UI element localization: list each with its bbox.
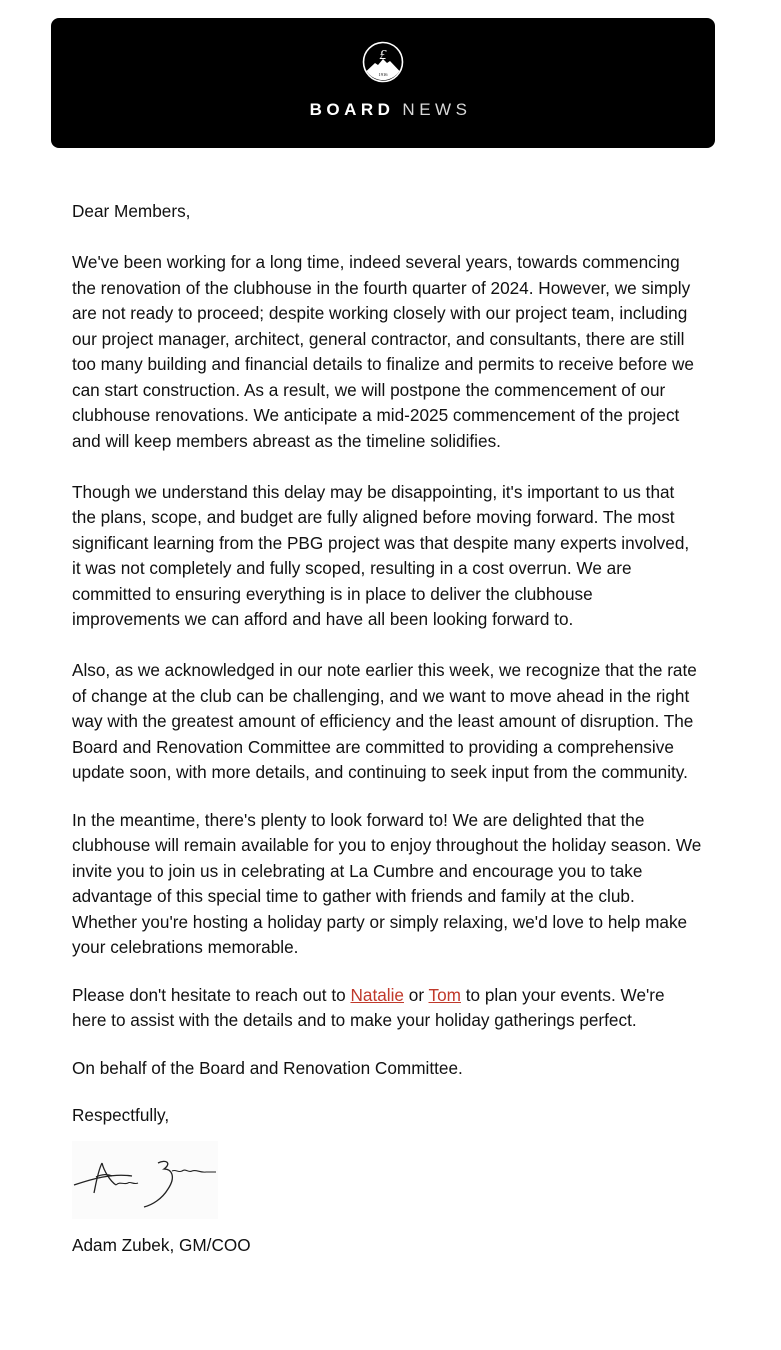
behalf-line: On behalf of the Board and Renovation Committee. <box>72 1057 463 1078</box>
svg-text:£: £ <box>379 48 387 63</box>
paragraph-contact <box>72 983 702 1034</box>
contact-text-middle: or <box>403 984 429 1005</box>
natalie-link[interactable]: Natalie <box>350 984 404 1005</box>
paragraph-holiday-season: In the meantime, there's plenty to look forward to! We are delighted that the clubhouse will remain available for you to enjoy throughout the holiday season. We invite you to join us in celebrating at La Cumbre and encourage you to take advantage of this special time to gather with friends and family at the club. Whether you're hosting a holiday party or simply relaxing, we'd love to help make your celebrations memorable. <box>72 809 702 957</box>
tom-link[interactable]: Tom <box>428 984 461 1005</box>
contact-text-before: Please don't hesitate to reach out to <box>72 984 351 1005</box>
newsletter-header <box>51 18 715 148</box>
paragraph-postponement: We've been working for a long time, indeed several years, towards commencing the renovation of the clubhouse in the fourth quarter of 2024. However, we simply are not ready to proceed; despite working closely with our project team, including our project manager, architect, general contractor, and consultants, there are still too many building and financial details to finalize and permits to receive before we can start construction. As a result, we will postpone the commencement of our clubhouse renovations. We anticipate a mid-2025 commencement of the project and will keep members abreast as the timeline solidifies. <box>72 252 694 451</box>
letter-body <box>72 199 702 1258</box>
title-news: NEWS <box>402 100 472 119</box>
club-crest-icon <box>362 41 404 83</box>
closing: Respectfully, <box>72 1105 170 1125</box>
signer-name: Adam Zubek, GM/COO <box>72 1234 251 1255</box>
paragraph-pbg-learning: Though we understand this delay may be disappointing, it's important to us that the plans, scope, and budget are fully aligned before moving forward. The most significant learning from the PBG project was that despite many experts involved, it was not completely and fully scoped, resulting in a cost overrun. We are committed to ensuring everything is in place to deliver the clubhouse improvements we can afford and have all been looking forward to. <box>72 481 690 629</box>
greeting: Dear Members, <box>72 201 191 221</box>
title-board: BOARD <box>309 100 395 119</box>
newsletter-title <box>0 100 781 120</box>
svg-text:1916: 1916 <box>378 72 388 77</box>
contact-text-after: to plan your events. We're here to assist with the details and to make your holiday gatherings perfect. <box>72 984 665 1030</box>
signature-image <box>72 1141 218 1219</box>
paragraph-rate-of-change: Also, as we acknowledged in our note earlier this week, we recognize that the rate of change at the club can be challenging, and we want to move ahead in the right way with the greatest amount of efficiency and the least amount of disruption. The Board and Renovation Committee are committed to providing a comprehensive update soon, with more details, and continuing to seek input from the community. <box>72 660 697 782</box>
